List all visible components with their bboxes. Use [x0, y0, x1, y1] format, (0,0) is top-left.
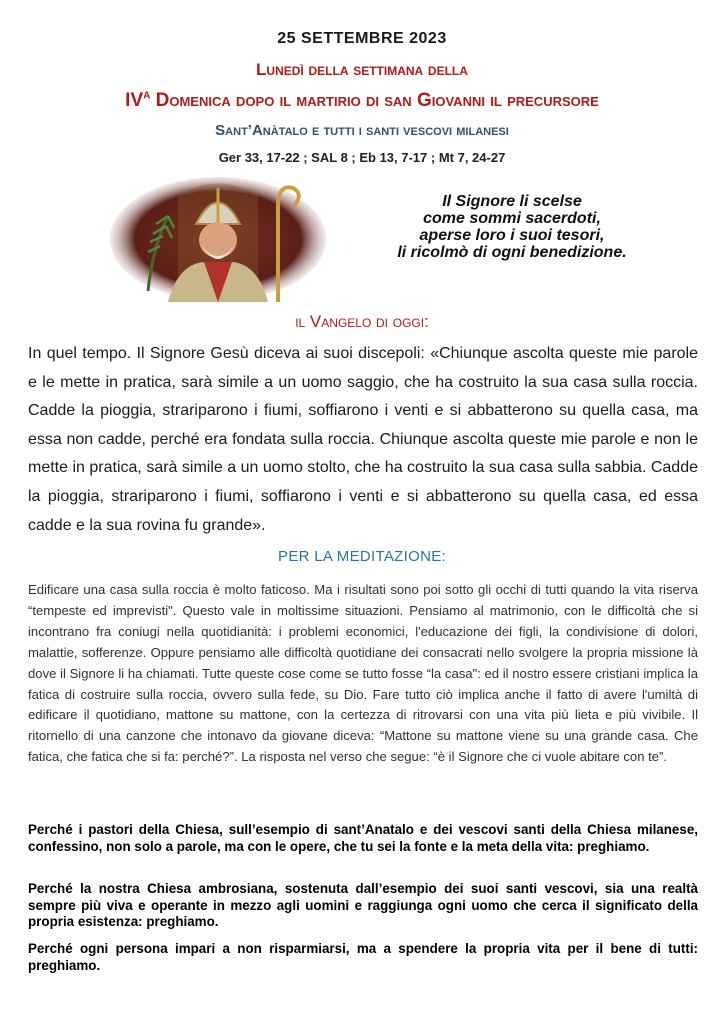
day-title: Lunedì della settimana della — [256, 60, 468, 79]
meditation-text: Edificare una casa sulla roccia è molto faticoso. Ma i risultati sono poi sotto gli occhi di tutti quando la vita riserva “tempeste ed imprevisti". Questo vale in moltissime situazioni. Pensiamo al matrimonio, con le difficoltà che si incontrano fra coniugi nella quotidianità: i problemi economici, l'educazione dei figli, la condivisione di dolori, malattie, sofferenze. Oppure pensiamo alle difficoltà quotidiane dei consacrati nello svolgere la propria missione là dove il Signore li ha chiamati. Tutte queste cose come se tutto fosse “la casa": ed il nostro essere cristiani implica la fatica di costruire sulla roccia, ovvero sulla fede, su Dio. Fare tutto ciò implica anche il fatto di avere l'umiltà di edificare il quotidiano, mattone su mattone, con la certezza di ritrovarsi con una vita più lieta e più vivibile. Il ritornello di una canzone che intonavo da giovane diceva: “Mattone su mattone viene su una grande casa. Che fatica, che fatica che si fa: perché?”. La risposta nel verso che segue: “è il Signore che ci vuole abitare con te”. — [28, 582, 698, 765]
sunday-ordinal-sup: A — [143, 90, 151, 102]
prayer-intention: Perché i pastori della Chiesa, sull’esempio di sant’Anatalo e dei vescovi santi della Chiesa milanese, confessino, non solo a parole, ma con le opere, che tu sei la fonte e la meta della vita: preghiamo. — [28, 822, 698, 854]
quote-line: aperse loro i suoi tesori, — [419, 227, 605, 244]
sunday-title-text: Domenica dopo il martirio di san Giovanni il precursore — [155, 90, 599, 111]
saint-bishop-icon — [108, 176, 328, 302]
prayer-intention: Perché ogni persona impari a non risparmiarsi, ma a spendere la propria vita per il bene di tutti: preghiamo. — [28, 941, 698, 973]
readings-reference: Ger 33, 17-22 ; SAL 8 ; Eb 13, 7-17 ; Mt 7, 24-27 — [218, 150, 506, 165]
meditation-heading: PER LA MEDITAZIONE: — [278, 548, 446, 565]
gospel-text: In quel tempo. Il Signore Gesù diceva ai suoi discepoli: «Chiunque ascolta queste mie parole e le mette in pratica, sarà simile a un uomo saggio, che ha costruito la sua casa sulla roccia. Cadde la pioggia, strariparono i fiumi, soffiarono i venti e si abbatterono su quella casa, ma essa non cadde, perché era fondata sulla roccia. Chiunque ascolta queste mie parole e non le mette in pratica, sarà simile a un uomo stolto, che ha costruito la sua casa sulla sabbia. Cadde la pioggia, strariparono i fiumi, soffiarono i venti e si abbatterono su quella casa, ed essa cadde e la sua rovina fu grande». — [28, 345, 698, 534]
quote-block — [352, 193, 672, 261]
quote-line: Il Signore li scelse — [442, 193, 582, 210]
gospel-heading: il Vangelo di oggi: — [295, 312, 429, 331]
date-heading: 25 SETTEMBRE 2023 — [277, 30, 447, 47]
quote-line: come sommi sacerdoti, — [423, 210, 601, 227]
sunday-title — [0, 90, 724, 112]
sunday-ordinal: IV — [125, 90, 144, 111]
quote-line: li ricolmò di ogni benedizione. — [397, 244, 627, 261]
saint-title: Sant’Anàtalo e tutti i santi vescovi milanesi — [215, 122, 509, 139]
prayer-intention: Perché la nostra Chiesa ambrosiana, sostenuta dall’esempio dei suoi santi vescovi, sia una realtà sempre più viva e operante in mezzo agli uomini e raggiunga ogni uomo che cerca il significato della propria esistenza: preghiamo. — [28, 881, 698, 929]
